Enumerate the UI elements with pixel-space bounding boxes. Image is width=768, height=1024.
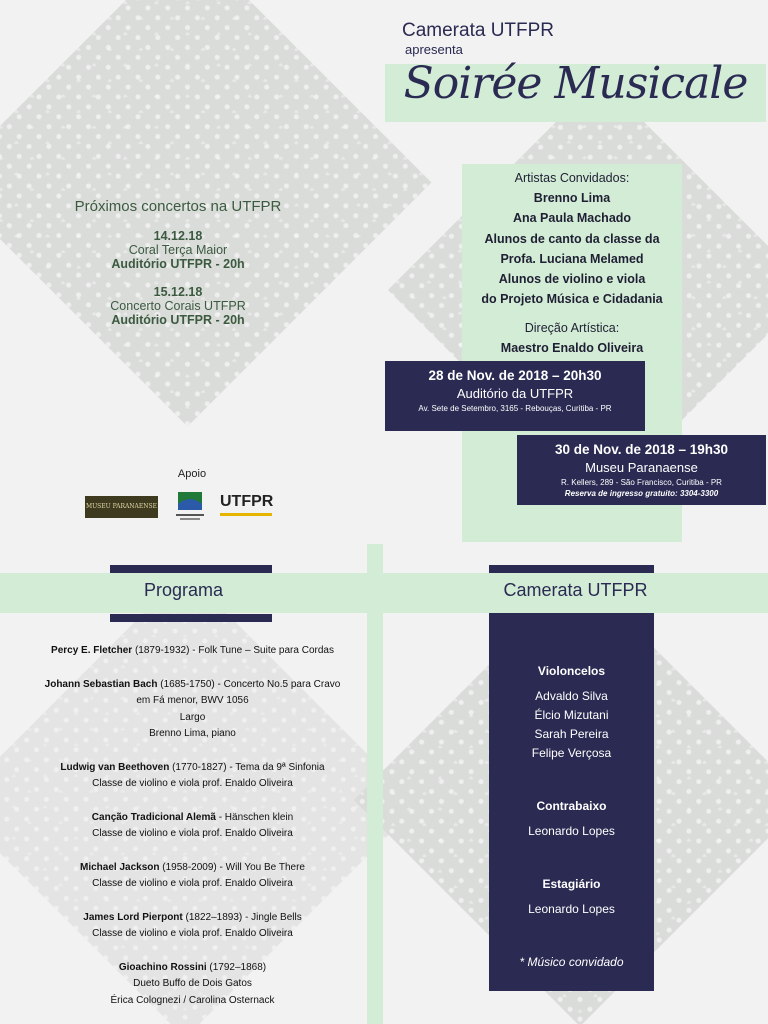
- concert-name: Concerto Corais UTFPR: [110, 299, 246, 313]
- composer: James Lord Pierpont: [83, 911, 183, 923]
- program-item: [20, 677, 365, 743]
- composer: Ludwig van Beethoven: [60, 761, 170, 773]
- section-name: Violoncelos: [537, 664, 606, 678]
- program-list: [20, 643, 365, 1024]
- program-bar-bottom: [110, 614, 272, 622]
- event-place: Museu Paranaense: [585, 460, 698, 475]
- piece-detail: Largo: [179, 711, 206, 723]
- guest-musician-note: * Músico convidado: [519, 955, 624, 969]
- composer: Johann Sebastian Bach: [44, 678, 158, 690]
- program-item: [20, 810, 365, 843]
- piece-detail: Classe de violino e viola prof. Enaldo Oliveira: [92, 878, 293, 889]
- member-name: Élcio Mizutani: [534, 708, 609, 722]
- piece-detail: Brenno Lima, piano: [149, 728, 236, 739]
- member-name: Sarah Pereira: [534, 727, 609, 741]
- composer: Percy E. Fletcher: [51, 645, 133, 656]
- piece-detail: Classe de violino e viola prof. Enaldo Oliveira: [92, 828, 293, 839]
- program-bar-top: [110, 565, 272, 573]
- camerata-bar-top: [489, 565, 654, 573]
- piece: (1822–1893) - Jingle Bells: [182, 911, 302, 923]
- program-item: [20, 910, 365, 943]
- composer: Gioachino Rossini: [118, 961, 207, 973]
- program-item: [20, 960, 365, 1010]
- artist-line: Profa. Luciana Melamed: [500, 251, 644, 266]
- utfpr-logo-text: UTFPR: [220, 491, 272, 516]
- concert-date: 15.12.18: [153, 285, 203, 299]
- event-date: 30 de Nov. de 2018 – 19h30: [554, 442, 729, 457]
- artist-line: Ana Paula Machado: [512, 211, 632, 226]
- piece: (1770-1827) - Tema da 9ª Sinfonia: [169, 761, 325, 773]
- event-title: Soirée Musicale: [403, 58, 748, 109]
- composer: Canção Tradicional Alemã: [91, 811, 216, 823]
- piece-detail: Classe de violino e viola prof. Enaldo Oliveira: [92, 928, 293, 939]
- program-item: [20, 760, 365, 793]
- piece: - Hänschen klein: [215, 811, 294, 823]
- presents-label: apresenta: [405, 42, 463, 57]
- support-label: Apoio: [177, 468, 207, 480]
- piece: (1792–1868): [206, 961, 267, 973]
- composer: Michael Jackson: [80, 861, 160, 873]
- member-name: Felipe Verçosa: [531, 746, 612, 760]
- piece-detail: em Fá menor, BWV 1056: [136, 695, 249, 706]
- piece-detail: Érica Colognezi / Carolina Osternack: [110, 994, 275, 1006]
- artist-line: Alunos de violino e viola: [498, 272, 646, 287]
- artist-line: Alunos de canto da classe da: [484, 231, 660, 246]
- event-date: 28 de Nov. de 2018 – 20h30: [428, 368, 602, 383]
- event-reservation-note: Reserva de ingresso gratuito: 3304-3300: [564, 489, 719, 498]
- event-box-1: [385, 361, 645, 431]
- artistic-direction: [462, 318, 682, 358]
- artists-list: [462, 168, 682, 309]
- event-box-2: [517, 435, 766, 505]
- member-name: Leonardo Lopes: [528, 902, 615, 916]
- concert-date: 14.12.18: [153, 229, 203, 243]
- center-divider: [367, 544, 383, 1024]
- concert-name: Coral Terça Maior: [128, 243, 228, 257]
- event-place: Auditório da UTFPR: [456, 386, 574, 401]
- members-list: [489, 662, 654, 919]
- event-address: Av. Sete de Setembro, 3165 - Rebouças, Curitiba - PR: [418, 404, 612, 413]
- concert-venue: Auditório UTFPR - 20h: [111, 313, 245, 327]
- member-name: Advaldo Silva: [535, 689, 608, 703]
- camerata-title: Camerata UTFPR: [503, 580, 648, 600]
- upcoming-concerts: [40, 198, 316, 341]
- program-item: [20, 860, 365, 893]
- program-item: [20, 643, 365, 660]
- direction-label: Direção Artística:: [524, 321, 620, 335]
- piece: (1685-1750) - Concerto No.5 para Cravo: [157, 678, 341, 690]
- section-name: Estagiário: [542, 877, 601, 891]
- government-logo-icon: [172, 490, 208, 524]
- artist-line: do Projeto Música e Cidadania: [481, 292, 663, 307]
- piece-detail: Classe de violino e viola prof. Enaldo Oliveira: [92, 778, 293, 789]
- brand-name: Camerata UTFPR: [402, 20, 555, 41]
- piece: (1879-1932) - Folk Tune – Suite para Cordas: [132, 645, 334, 656]
- artists-heading: Artistas Convidados:: [514, 171, 630, 185]
- piece: (1958-2009) - Will You Be There: [159, 861, 305, 873]
- event-address: R. Kellers, 289 - São Francisco, Curitiba - PR: [561, 478, 722, 487]
- upcoming-heading: Próximos concertos na UTFPR: [74, 198, 282, 215]
- section-name: Contrabaixo: [536, 799, 607, 813]
- director-name: Maestro Enaldo Oliveira: [500, 341, 644, 355]
- member-name: Leonardo Lopes: [528, 824, 615, 838]
- piece-detail: Dueto Buffo de Dois Gatos: [133, 978, 252, 989]
- program-title: Programa: [143, 580, 224, 600]
- utfpr-logo: [220, 491, 272, 521]
- concert-venue: Auditório UTFPR - 20h: [111, 257, 245, 271]
- artist-line: Brenno Lima: [533, 191, 611, 206]
- museu-paranaense-logo: MUSEU PARANAENSE: [85, 496, 158, 518]
